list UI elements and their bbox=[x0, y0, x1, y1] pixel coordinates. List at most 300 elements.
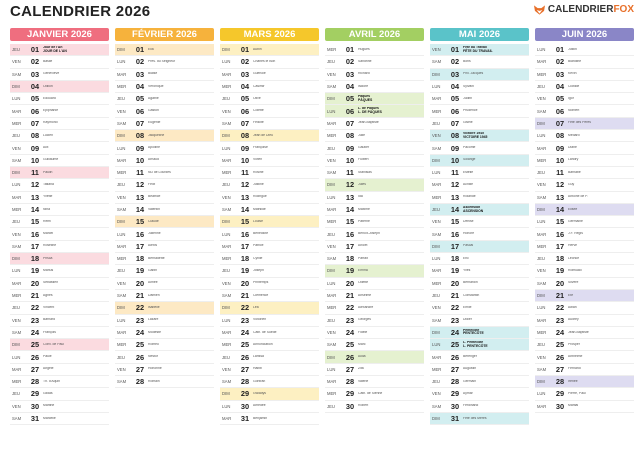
day-row[interactable] bbox=[220, 241, 319, 253]
day-row[interactable] bbox=[115, 216, 214, 228]
day-row[interactable] bbox=[325, 327, 424, 339]
day-row[interactable] bbox=[220, 155, 319, 167]
day-row[interactable] bbox=[325, 167, 424, 179]
day-row[interactable] bbox=[325, 302, 424, 314]
day-row[interactable] bbox=[220, 118, 319, 130]
day-row[interactable] bbox=[325, 118, 424, 130]
day-row[interactable] bbox=[325, 315, 424, 327]
day-number: 09 bbox=[30, 143, 40, 153]
day-info bbox=[42, 97, 109, 101]
day-row[interactable] bbox=[10, 44, 109, 56]
month-fevrier bbox=[115, 28, 214, 425]
day-row[interactable] bbox=[430, 216, 529, 228]
day-row[interactable] bbox=[535, 216, 634, 228]
day-row[interactable] bbox=[430, 44, 529, 56]
day-row[interactable] bbox=[535, 351, 634, 363]
day-row[interactable] bbox=[430, 69, 529, 81]
day-row[interactable] bbox=[115, 228, 214, 240]
day-row[interactable] bbox=[535, 204, 634, 216]
day-row[interactable] bbox=[535, 228, 634, 240]
day-info bbox=[462, 269, 529, 273]
day-row[interactable] bbox=[430, 278, 529, 290]
day-row[interactable] bbox=[325, 81, 424, 93]
day-info bbox=[567, 195, 634, 199]
saint-name: Cath. de Suède bbox=[253, 330, 277, 334]
day-row[interactable] bbox=[325, 179, 424, 191]
day-row[interactable] bbox=[220, 376, 319, 388]
day-name: MAR bbox=[432, 182, 442, 188]
day-name: MAR bbox=[432, 96, 442, 102]
day-row[interactable] bbox=[325, 216, 424, 228]
day-name: JEU bbox=[12, 47, 20, 53]
day-row[interactable] bbox=[10, 118, 109, 130]
day-row[interactable] bbox=[10, 69, 109, 81]
day-row[interactable] bbox=[115, 327, 214, 339]
day-row[interactable] bbox=[325, 364, 424, 376]
day-number: 08 bbox=[345, 131, 355, 141]
day-row[interactable] bbox=[220, 413, 319, 425]
day-name: JEU bbox=[537, 256, 545, 262]
saint-name: Estelle bbox=[463, 170, 474, 174]
day-number: 10 bbox=[345, 155, 355, 165]
day-number: 24 bbox=[240, 327, 250, 337]
saint-name: Claude bbox=[148, 219, 159, 223]
day-row[interactable] bbox=[220, 315, 319, 327]
day-name: LUN bbox=[222, 317, 231, 323]
day-name: JEU bbox=[12, 219, 20, 225]
day-row[interactable] bbox=[220, 56, 319, 68]
saint-name: Ida bbox=[358, 195, 363, 199]
day-name: LUN bbox=[432, 256, 441, 262]
day-info bbox=[357, 355, 424, 359]
day-row[interactable] bbox=[325, 388, 424, 400]
day-info bbox=[357, 95, 424, 103]
day-info bbox=[462, 367, 529, 371]
day-row[interactable] bbox=[535, 179, 634, 191]
day-row[interactable] bbox=[115, 290, 214, 302]
day-row[interactable] bbox=[115, 155, 214, 167]
day-name: LUN bbox=[432, 170, 441, 176]
day-row[interactable] bbox=[10, 278, 109, 290]
day-row[interactable] bbox=[430, 388, 529, 400]
day-name: JEU bbox=[222, 182, 230, 188]
day-row[interactable] bbox=[115, 93, 214, 105]
day-info bbox=[252, 134, 319, 138]
day-row[interactable] bbox=[535, 155, 634, 167]
day-row[interactable] bbox=[115, 192, 214, 204]
day-row[interactable] bbox=[220, 228, 319, 240]
day-row[interactable] bbox=[535, 56, 634, 68]
saint-name: Jules bbox=[358, 182, 366, 186]
day-info bbox=[462, 109, 529, 113]
day-row[interactable] bbox=[535, 376, 634, 388]
day-row[interactable] bbox=[10, 302, 109, 314]
brand-logo[interactable] bbox=[534, 4, 634, 15]
day-info bbox=[42, 121, 109, 125]
day-row[interactable] bbox=[430, 56, 529, 68]
day-name: MER bbox=[327, 305, 337, 311]
day-row[interactable] bbox=[220, 302, 319, 314]
day-info bbox=[462, 195, 529, 199]
saint-name: Maxime bbox=[358, 207, 370, 211]
day-number: 04 bbox=[345, 82, 355, 92]
day-row[interactable] bbox=[115, 241, 214, 253]
day-row[interactable] bbox=[325, 376, 424, 388]
day-row[interactable] bbox=[430, 130, 529, 142]
day-row[interactable] bbox=[325, 105, 424, 117]
day-row[interactable] bbox=[115, 69, 214, 81]
day-number: 29 bbox=[240, 389, 250, 399]
day-row[interactable] bbox=[430, 105, 529, 117]
day-number: 04 bbox=[450, 82, 460, 92]
day-name: SAM bbox=[432, 403, 442, 409]
saint-name: Printemps bbox=[253, 281, 269, 285]
day-number: 30 bbox=[345, 401, 355, 411]
day-row[interactable] bbox=[325, 93, 424, 105]
day-name: MER bbox=[537, 243, 547, 249]
saint-name: Lucien bbox=[43, 133, 53, 137]
day-row[interactable] bbox=[325, 278, 424, 290]
day-row[interactable] bbox=[535, 241, 634, 253]
saint-name: Gaston bbox=[148, 109, 159, 113]
day-row[interactable] bbox=[10, 216, 109, 228]
day-row[interactable] bbox=[220, 290, 319, 302]
day-row[interactable] bbox=[10, 315, 109, 327]
day-row[interactable] bbox=[10, 265, 109, 277]
day-number: 05 bbox=[345, 94, 355, 104]
day-info bbox=[42, 355, 109, 359]
day-row[interactable] bbox=[220, 388, 319, 400]
saint-name: Alexandre bbox=[358, 305, 374, 309]
saint-name: Arnaud bbox=[148, 158, 159, 162]
day-number: 23 bbox=[30, 315, 40, 325]
day-info bbox=[252, 208, 319, 212]
day-row[interactable] bbox=[220, 167, 319, 179]
day-number: 14 bbox=[240, 205, 250, 214]
day-row[interactable] bbox=[10, 93, 109, 105]
day-row[interactable] bbox=[10, 81, 109, 93]
day-row[interactable] bbox=[535, 327, 634, 339]
day-number: 12 bbox=[30, 180, 40, 190]
saint-name: Parfait bbox=[358, 256, 368, 260]
day-row[interactable] bbox=[535, 142, 634, 154]
day-row[interactable] bbox=[325, 241, 424, 253]
day-name: DIM bbox=[222, 133, 230, 139]
day-info bbox=[252, 97, 319, 101]
day-number: 12 bbox=[555, 180, 565, 190]
day-info bbox=[147, 343, 214, 347]
day-row[interactable] bbox=[430, 253, 529, 265]
day-row[interactable] bbox=[535, 302, 634, 314]
day-row[interactable] bbox=[10, 290, 109, 302]
day-info bbox=[462, 341, 529, 349]
day-row[interactable] bbox=[220, 364, 319, 376]
day-info bbox=[252, 171, 319, 175]
day-number: 19 bbox=[135, 266, 145, 276]
day-row[interactable] bbox=[115, 81, 214, 93]
day-name: VEN bbox=[222, 280, 231, 286]
saint-name: Barnabé bbox=[568, 170, 581, 174]
day-row[interactable] bbox=[325, 290, 424, 302]
day-row[interactable] bbox=[535, 93, 634, 105]
day-row[interactable] bbox=[10, 364, 109, 376]
day-row[interactable] bbox=[535, 130, 634, 142]
day-info bbox=[147, 355, 214, 359]
day-number: 15 bbox=[555, 217, 565, 227]
day-row[interactable] bbox=[325, 69, 424, 81]
day-row[interactable] bbox=[10, 376, 109, 388]
day-number: 17 bbox=[240, 241, 250, 251]
day-number: 25 bbox=[240, 340, 250, 350]
day-row[interactable] bbox=[220, 192, 319, 204]
day-row[interactable] bbox=[430, 118, 529, 130]
saint-name: ND de Lourdes bbox=[148, 170, 171, 174]
day-row[interactable] bbox=[430, 81, 529, 93]
day-info bbox=[462, 404, 529, 408]
day-row[interactable] bbox=[535, 364, 634, 376]
day-number: 25 bbox=[30, 340, 40, 350]
day-row[interactable] bbox=[115, 278, 214, 290]
day-row[interactable] bbox=[325, 56, 424, 68]
day-row[interactable] bbox=[430, 167, 529, 179]
day-row[interactable] bbox=[10, 167, 109, 179]
day-row[interactable] bbox=[220, 401, 319, 413]
day-info bbox=[252, 60, 319, 64]
day-row[interactable] bbox=[10, 228, 109, 240]
day-row[interactable] bbox=[535, 339, 634, 351]
day-name: MAR bbox=[537, 59, 547, 65]
day-info bbox=[252, 183, 319, 187]
day-row[interactable] bbox=[535, 81, 634, 93]
day-info bbox=[42, 158, 109, 162]
day-info bbox=[462, 380, 529, 384]
day-number: 08 bbox=[240, 131, 250, 141]
day-row[interactable] bbox=[325, 339, 424, 351]
day-row[interactable] bbox=[325, 192, 424, 204]
day-row[interactable] bbox=[220, 253, 319, 265]
saint-name: Benjamin bbox=[253, 416, 268, 420]
day-row[interactable] bbox=[10, 388, 109, 400]
day-info bbox=[42, 380, 109, 384]
day-row[interactable] bbox=[325, 204, 424, 216]
day-number: 24 bbox=[30, 327, 40, 337]
day-row[interactable] bbox=[325, 130, 424, 142]
day-name: JEU bbox=[12, 391, 20, 397]
day-row[interactable] bbox=[430, 339, 529, 351]
saint-name: Gisèle bbox=[463, 121, 473, 125]
day-row[interactable] bbox=[115, 351, 214, 363]
saint-name: Augustin bbox=[463, 367, 477, 371]
day-row[interactable] bbox=[115, 105, 214, 117]
day-row[interactable] bbox=[115, 167, 214, 179]
day-row[interactable] bbox=[430, 192, 529, 204]
day-row[interactable] bbox=[10, 155, 109, 167]
day-number: 29 bbox=[30, 389, 40, 399]
day-row[interactable] bbox=[430, 241, 529, 253]
day-row[interactable] bbox=[220, 81, 319, 93]
day-row[interactable] bbox=[430, 376, 529, 388]
day-row[interactable] bbox=[325, 253, 424, 265]
day-info bbox=[357, 107, 424, 115]
day-row[interactable] bbox=[115, 302, 214, 314]
saint-name: Rodrigue bbox=[253, 195, 267, 199]
day-row[interactable] bbox=[430, 290, 529, 302]
day-name: MAR bbox=[222, 416, 232, 422]
day-row[interactable] bbox=[325, 228, 424, 240]
day-name: VEN bbox=[432, 47, 441, 53]
day-row[interactable] bbox=[220, 265, 319, 277]
day-row[interactable] bbox=[535, 315, 634, 327]
day-row[interactable] bbox=[430, 351, 529, 363]
day-row[interactable] bbox=[535, 253, 634, 265]
day-row[interactable] bbox=[115, 376, 214, 388]
day-info bbox=[42, 367, 109, 371]
day-row[interactable] bbox=[10, 204, 109, 216]
day-row[interactable] bbox=[535, 69, 634, 81]
day-row[interactable] bbox=[325, 265, 424, 277]
day-row[interactable] bbox=[430, 364, 529, 376]
day-number: 19 bbox=[450, 266, 460, 276]
holiday-label: L. PENTECÔTE bbox=[463, 343, 488, 348]
day-row[interactable] bbox=[10, 179, 109, 191]
day-name: SAM bbox=[222, 379, 232, 385]
day-row[interactable] bbox=[535, 44, 634, 56]
day-row[interactable] bbox=[430, 315, 529, 327]
day-name: VEN bbox=[432, 391, 441, 397]
day-row[interactable] bbox=[220, 44, 319, 56]
saint-name: Jacqueline bbox=[148, 133, 165, 137]
day-row[interactable] bbox=[535, 388, 634, 400]
day-number: 03 bbox=[450, 69, 460, 79]
day-number: 07 bbox=[450, 118, 460, 128]
day-number: 05 bbox=[135, 94, 145, 104]
day-row[interactable] bbox=[430, 302, 529, 314]
day-row[interactable] bbox=[115, 44, 214, 56]
day-number: 24 bbox=[555, 327, 565, 337]
day-row[interactable] bbox=[430, 413, 529, 425]
day-row[interactable] bbox=[10, 339, 109, 351]
day-row[interactable] bbox=[220, 216, 319, 228]
day-row[interactable] bbox=[10, 253, 109, 265]
day-row[interactable] bbox=[220, 278, 319, 290]
day-number: 02 bbox=[450, 57, 460, 67]
saint-name: Diane bbox=[568, 146, 577, 150]
day-row[interactable] bbox=[220, 179, 319, 191]
day-info bbox=[357, 183, 424, 187]
day-row[interactable] bbox=[10, 192, 109, 204]
day-row[interactable] bbox=[325, 401, 424, 413]
day-row[interactable] bbox=[325, 142, 424, 154]
day-row[interactable] bbox=[220, 105, 319, 117]
day-row[interactable] bbox=[535, 401, 634, 413]
day-row[interactable] bbox=[430, 204, 529, 216]
day-row[interactable] bbox=[220, 327, 319, 339]
day-row[interactable] bbox=[430, 155, 529, 167]
day-info bbox=[147, 318, 214, 322]
day-row[interactable] bbox=[115, 315, 214, 327]
day-row[interactable] bbox=[535, 290, 634, 302]
day-number: 16 bbox=[240, 229, 250, 239]
saint-name: Fernand bbox=[568, 367, 581, 371]
day-name: MER bbox=[327, 219, 337, 225]
day-row[interactable] bbox=[220, 142, 319, 154]
day-info bbox=[462, 46, 529, 54]
month-janvier bbox=[10, 28, 109, 425]
day-row[interactable] bbox=[115, 204, 214, 216]
saint-name: Vivien bbox=[253, 158, 263, 162]
day-number: 01 bbox=[450, 45, 460, 55]
day-row[interactable] bbox=[220, 351, 319, 363]
day-row[interactable] bbox=[10, 142, 109, 154]
day-row[interactable] bbox=[430, 327, 529, 339]
day-row[interactable] bbox=[220, 93, 319, 105]
day-row[interactable] bbox=[430, 142, 529, 154]
day-row[interactable] bbox=[535, 167, 634, 179]
day-row[interactable] bbox=[220, 130, 319, 142]
day-row[interactable] bbox=[115, 364, 214, 376]
day-number: 08 bbox=[450, 131, 460, 141]
day-row[interactable] bbox=[115, 118, 214, 130]
day-row[interactable] bbox=[10, 56, 109, 68]
day-row[interactable] bbox=[430, 93, 529, 105]
day-number: 23 bbox=[135, 315, 145, 325]
day-row[interactable] bbox=[430, 179, 529, 191]
saint-name: Paterne bbox=[358, 219, 370, 223]
day-row[interactable] bbox=[10, 413, 109, 425]
day-row[interactable] bbox=[10, 401, 109, 413]
day-name: JEU bbox=[432, 293, 440, 299]
day-row[interactable] bbox=[115, 179, 214, 191]
day-row[interactable] bbox=[220, 69, 319, 81]
saint-name: Fête des Mères bbox=[463, 416, 487, 420]
day-row[interactable] bbox=[220, 339, 319, 351]
day-row[interactable] bbox=[115, 253, 214, 265]
day-name: DIM bbox=[12, 256, 20, 262]
saint-name: Alexis bbox=[148, 244, 158, 248]
day-row[interactable] bbox=[115, 265, 214, 277]
saint-name: Sylvain bbox=[463, 84, 474, 88]
day-info bbox=[462, 355, 529, 359]
day-row[interactable] bbox=[115, 56, 214, 68]
day-row[interactable] bbox=[10, 105, 109, 117]
day-row[interactable] bbox=[220, 204, 319, 216]
day-row[interactable] bbox=[10, 241, 109, 253]
day-name: DIM bbox=[222, 47, 230, 53]
day-row[interactable] bbox=[430, 401, 529, 413]
day-row[interactable] bbox=[10, 130, 109, 142]
day-row[interactable] bbox=[535, 192, 634, 204]
day-row[interactable] bbox=[10, 327, 109, 339]
day-number: 20 bbox=[135, 278, 145, 288]
day-row[interactable] bbox=[325, 155, 424, 167]
day-row[interactable] bbox=[430, 265, 529, 277]
day-row[interactable] bbox=[325, 44, 424, 56]
day-row[interactable] bbox=[535, 118, 634, 130]
day-name: LUN bbox=[537, 305, 546, 311]
day-row[interactable] bbox=[535, 105, 634, 117]
saint-name: Eugénie bbox=[148, 121, 161, 125]
day-row[interactable] bbox=[115, 142, 214, 154]
day-row[interactable] bbox=[535, 278, 634, 290]
months-grid bbox=[10, 28, 634, 425]
day-row[interactable] bbox=[10, 351, 109, 363]
day-row[interactable] bbox=[115, 130, 214, 142]
day-row[interactable] bbox=[325, 351, 424, 363]
day-name: MER bbox=[432, 280, 442, 286]
day-row[interactable] bbox=[115, 339, 214, 351]
day-row[interactable] bbox=[535, 265, 634, 277]
day-row[interactable] bbox=[430, 228, 529, 240]
